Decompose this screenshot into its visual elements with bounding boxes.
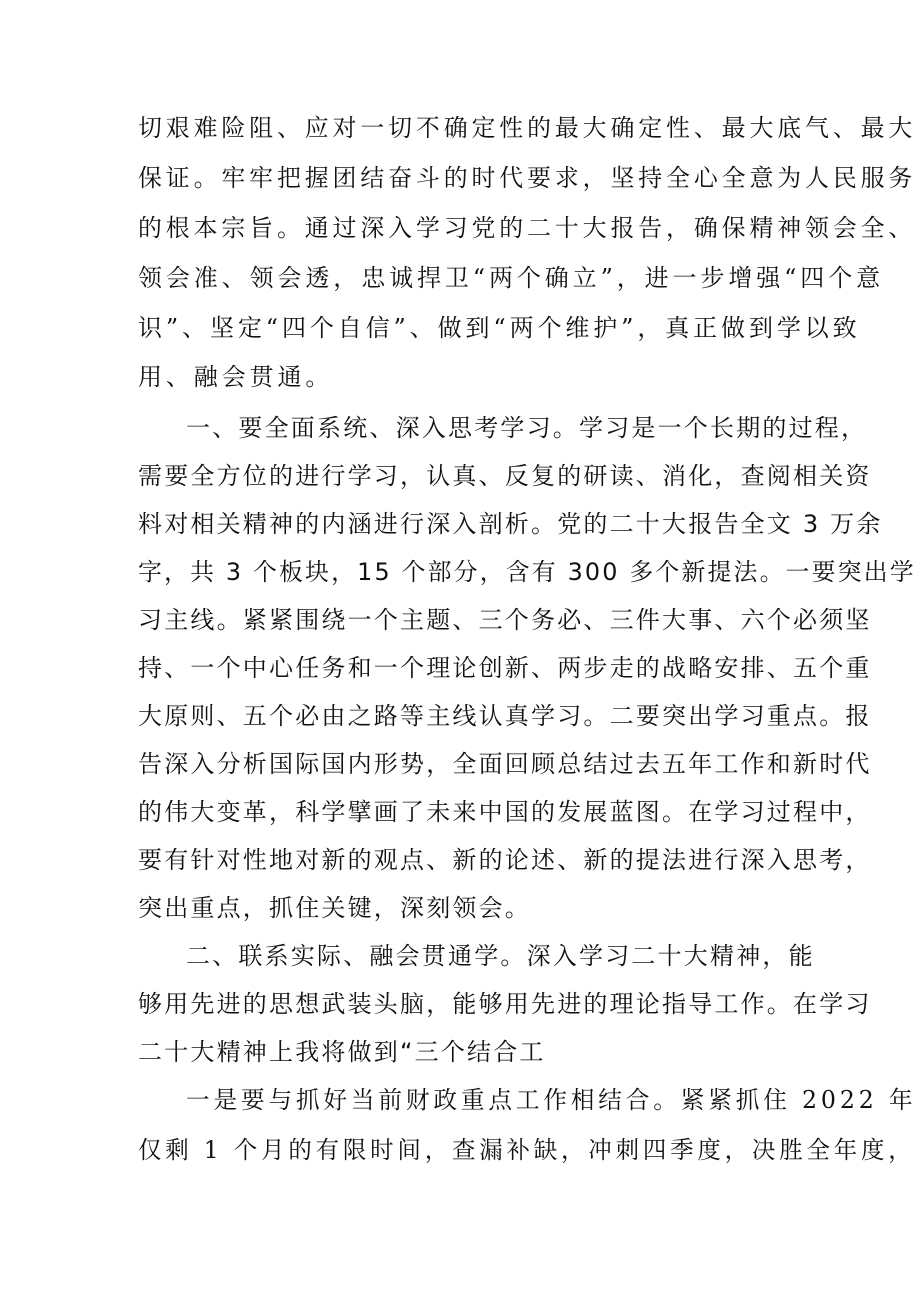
- paragraph-line: 告深入分析国际国内形势，全面回顾总结过去五年工作和新时代: [138, 750, 872, 778]
- paragraph-line: 识”、坚定“四个自信”、做到“两个维护”，真正做到学以致: [138, 314, 861, 342]
- paragraph-line: 要有针对性地对新的观点、新的论述、新的提法进行深入思考，: [138, 846, 872, 874]
- paragraph-line: 用、融会贯通。: [138, 363, 334, 391]
- paragraph-line: 仅剩 1 个月的有限时间，查漏补缺，冲刺四季度，决胜全年度，: [138, 1136, 916, 1164]
- paragraph-line: 一是要与抓好当前财政重点工作相结合。紧紧抓住 2022 年: [186, 1086, 917, 1114]
- paragraph-line: 的伟大变革，科学擘画了未来中国的发展蓝图。在学习过程中，: [138, 798, 872, 826]
- paragraph-line: 持、一个中心任务和一个理论创新、两步走的战略安排、五个重: [138, 654, 872, 682]
- section-heading-line: 一、要全面系统、深入思考学习。学习是一个长期的过程，: [186, 414, 868, 442]
- paragraph-line: 料对相关精神的内涵进行深入剖析。党的二十大报告全文 3 万余: [138, 510, 883, 538]
- paragraph-line: 需要全方位的进行学习，认真、反复的研读、消化，查阅相关资: [138, 462, 872, 490]
- paragraph-line: 的根本宗旨。通过深入学习党的二十大报告，确保精神领会全、: [138, 214, 917, 242]
- section-heading-line: 二、联系实际、融会贯通学。深入学习二十大精神，能: [186, 942, 815, 970]
- paragraph-line: 领会准、领会透，忠诚捍卫“两个确立”，进一步增强“四个意: [138, 264, 885, 292]
- paragraph-line: 二十大精神上我将做到“三个结合工: [138, 1038, 546, 1066]
- paragraph-line: 切艰难险阻、应对一切不确定性的最大确定性、最大底气、最大: [138, 114, 917, 142]
- paragraph-line: 大原则、五个必由之路等主线认真学习。二要突出学习重点。报: [138, 702, 872, 730]
- paragraph-line: 突出重点，抓住关键，深刻领会。: [138, 894, 531, 922]
- paragraph-line: 够用先进的思想武装头脑，能够用先进的理论指导工作。在学习: [138, 990, 872, 1018]
- paragraph-line: 保证。牢牢把握团结奋斗的时代要求，坚持全心全意为人民服务: [138, 164, 917, 192]
- paragraph-line: 习主线。紧紧围绕一个主题、三个务必、三件大事、六个必须坚: [138, 606, 872, 634]
- paragraph-line: 字，共 3 个板块，15 个部分，含有 300 多个新提法。一要突出学: [138, 558, 916, 586]
